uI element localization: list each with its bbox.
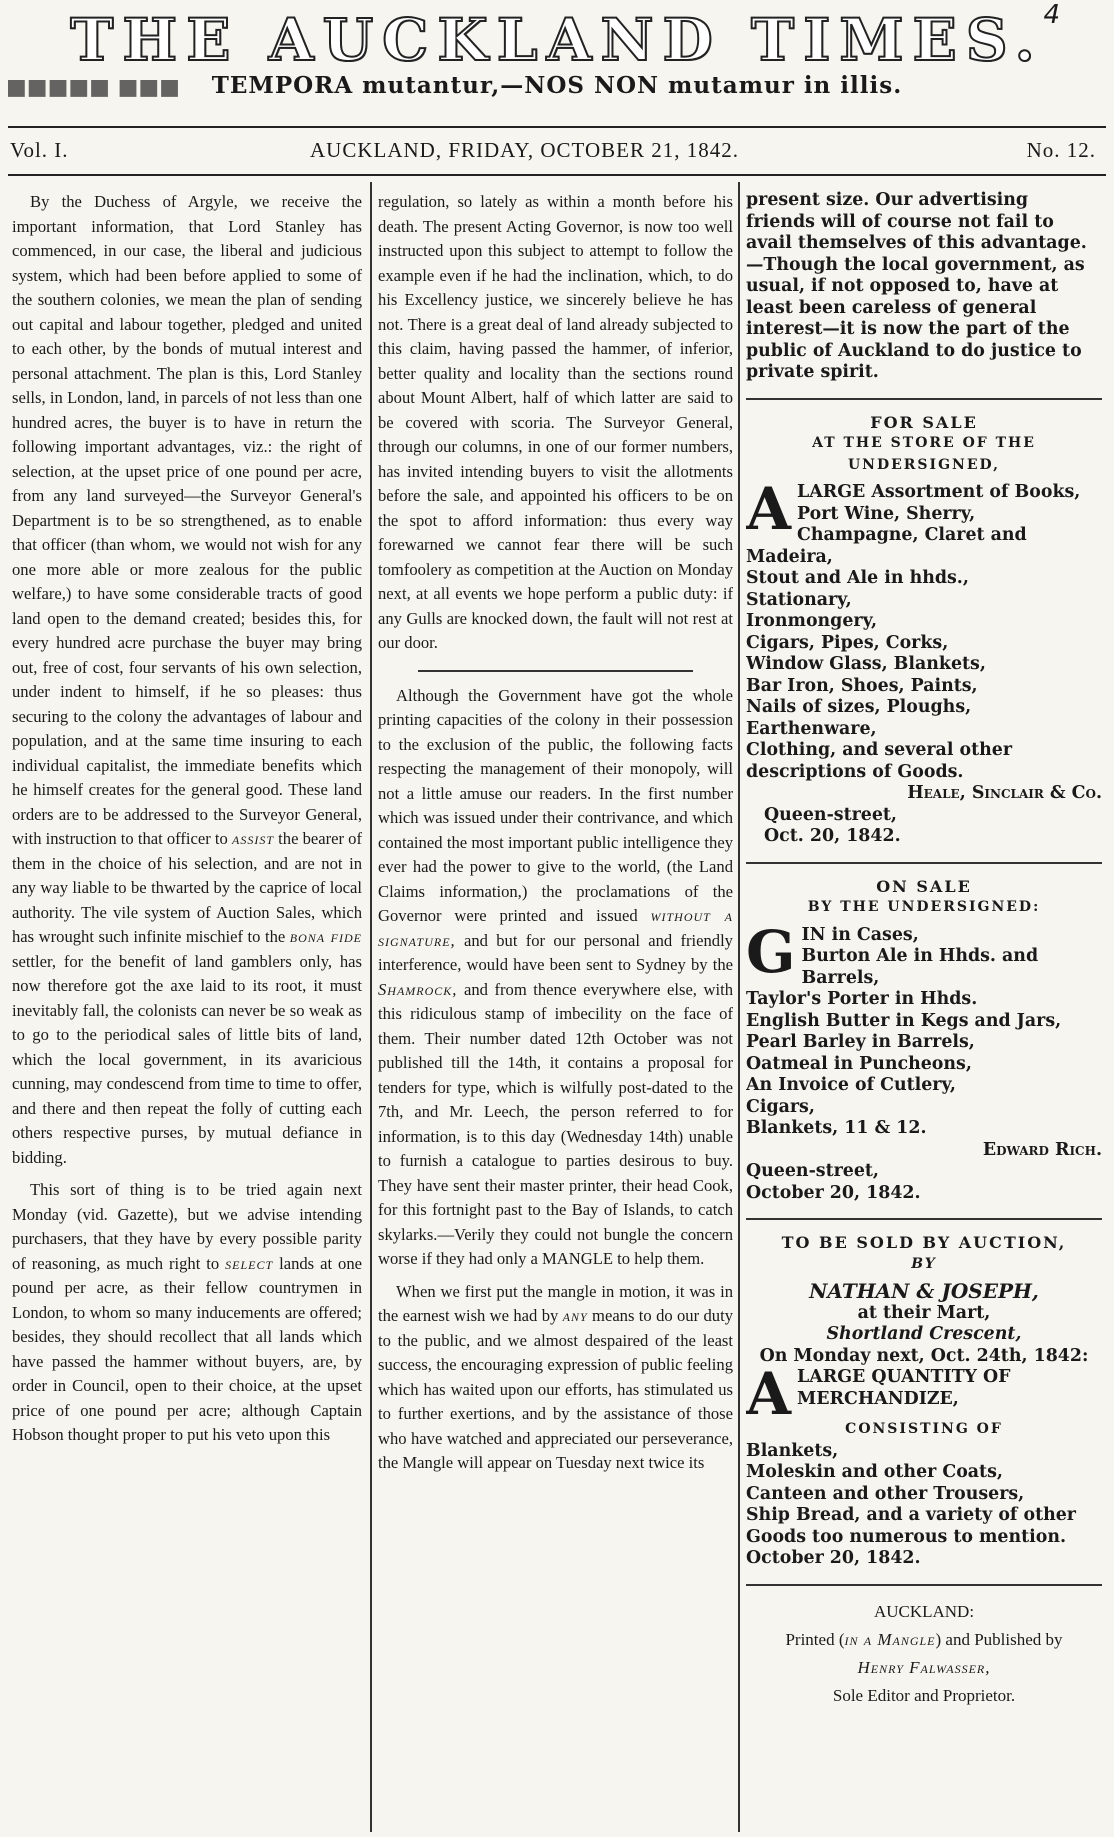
column-1 (12, 190, 362, 1835)
article-emphasis: assist (232, 829, 274, 848)
newspaper-title: THE AUCKLAND TIMES. (70, 6, 1044, 74)
ad-date: October 20, 1842. (746, 1182, 921, 1203)
article-land-orders (12, 190, 362, 1170)
ad-subheading: AT THE STORE OF THE UNDERSIGNED, (812, 435, 1036, 473)
imprint-emphasis: in a Mangle (844, 1629, 936, 1649)
ad-heading: FOR SALE (870, 412, 978, 432)
ad-firm: Heale, Sinclair & Co. (907, 783, 1102, 803)
ad-item: Pearl Barley in Barrels, (746, 1032, 975, 1052)
article-emphasis: select (225, 1253, 274, 1273)
ad-item: An Invoice of Cutlery, (746, 1075, 956, 1095)
article-government-printing (378, 684, 733, 1272)
ad-item: LARGE Assortment of Books, (797, 482, 1081, 502)
article-text: Although the Government have got the whole printing capacities of the colony in their possession to the exclusion of the public, the following facts respecting the management of their monopoly, will not a little amuse our readers. In the first number which was issued under their contrivance, and which contained the most important public intelligence they ever had the power to give to the world, (the Land Claims information,) the proclamations of the Governor were printed and issued (378, 685, 733, 925)
article-text: When we first put the mangle in motion, it was in the earnest wish we had by (378, 1281, 733, 1325)
article-text: and but for our personal and friendly interference, would have been sent to Sydney by the (378, 930, 733, 974)
imprint-text: Printed ( (785, 1629, 845, 1649)
ad-item: Port Wine, Sherry, Champagne, Claret and Madeira, (746, 503, 1027, 567)
ad-address: Queen-street, (746, 1161, 879, 1181)
article-emphasis: Shamrock, (378, 979, 458, 999)
imprint-printed (746, 1626, 1102, 1654)
ad-item: Cigars, (746, 1096, 815, 1117)
imprint (746, 1598, 1102, 1710)
page-number: 4 (1043, 0, 1060, 30)
ad-firm: Edward Rich. (982, 1139, 1102, 1160)
ad-item: Earthenware, (746, 718, 877, 739)
masthead-rule (8, 126, 1106, 128)
article-continued: present size. Our advertising friends will of course not fail to avail themselves of this advantage.—Though the local government, as usual, if not opposed to, have at least been careless of general interest—it is now the part of the public of Auckland to do justice to private spirit. (746, 190, 1087, 382)
ad-item: Window Glass, Blankets, (746, 654, 986, 674)
masthead-smudge: ■■■■■ ■■■ (6, 74, 180, 100)
auction-mart: at their Mart, (857, 1302, 991, 1323)
imprint-place: AUCKLAND: (873, 1601, 975, 1621)
column-2 (378, 190, 733, 1835)
ad-item: Ship Bread, and a variety of other Goods too numerous to mention. (746, 1505, 1076, 1547)
ad-subheading: BY THE UNDERSIGNED: (807, 899, 1041, 915)
place-date: AUCKLAND, FRIDAY, OCTOBER 21, 1842. (310, 138, 739, 162)
ad-item: Cigars, Pipes, Corks, (746, 632, 949, 653)
article-text: settler, for the benefit of land gamblers only, has now therefore got the axe laid to its root, it must inevitably fall, the colonists can never be so weak as to go to the periodical sales of little bits of land, which the local government, in its avaricious cunning, may condescend from time to time to offer, and there and then repeat the folly of cutting each others respective purses, by mutual defiance in bidding. (12, 951, 362, 1167)
imprint-role: Sole Editor and Proprietor. (832, 1685, 1016, 1705)
ad-heading: ON SALE (876, 876, 972, 896)
column-divider-1 (370, 182, 372, 1832)
article-text: the bearer of them in the choice of his selection, and are not in any way liable to be thwarted by the caprice of local authority. The vile system of Auction Sales, which has wrought such infinite mischief to the (12, 829, 362, 946)
ad-item: Blankets, 11 & 12. (746, 1118, 927, 1138)
ad-item: Burton Ale in Hhds. and Barrels, (801, 946, 1039, 988)
article-emphasis: without a signature, (378, 906, 733, 950)
imprint-name: Henry Falwasser, (857, 1657, 991, 1677)
auction-place: Shortland Crescent, (826, 1324, 1022, 1344)
imprint-text: ) and Published by (935, 1629, 1063, 1649)
ad-separator (746, 1218, 1102, 1220)
article-text: lands at one pound per acre, as their fellow countrymen in London, to whom so many inducements are offered; besides, they should recollect that all lands which have passed the hammer without buyers, are, by order in Council, open to their choice, at the upset price of one pound per acre; although Captain Hobson thought proper to put his veto upon this (12, 1253, 362, 1444)
article-emphasis: bona fide (289, 927, 362, 946)
column-3 (746, 190, 1102, 1835)
motto-line (0, 72, 1114, 99)
ad-date: Oct. 20, 1842. (764, 826, 901, 846)
ad-on-sale (746, 876, 1102, 1205)
drop-cap: A (746, 475, 792, 543)
ad-first-line (746, 1360, 1102, 1428)
issue-number: No. 12. (1026, 138, 1096, 162)
volume-label: Vol. I. (10, 138, 69, 162)
ad-item: IN in Cases, (801, 924, 919, 945)
motto: TEMPORA mutantur,—NOS NON mutamur in illis. (211, 72, 903, 99)
ad-separator (746, 862, 1102, 864)
ad-item: LARGE QUANTITY OF MERCHANDIZE, (797, 1367, 1011, 1409)
article-mangle (378, 1280, 733, 1476)
ad-item: Ironmongery, (746, 611, 878, 631)
article-text: and from thence everywhere else, with this ridiculous stamp of imbecility on the face of them. Their number dated 12th October was not published till the 14th, it contains a proposal for tenders for type, which is wilfully post-dated to the 7th, and Mr. Leech, the person referred to for information, is to this day (Wednesday 14th) unable to furnish a catalogue to parties desirous to buy. They have sent their master printer, their head Cook, for this fortnight past to the Bay of Islands, to catch skylarks.—Verily they could not bungle the concern worse if they had only a MANGLE to help them. (378, 979, 733, 1268)
ad-item: Stout and Ale in hhds., (746, 568, 969, 588)
article-text: By the Duchess of Argyle, we receive the important information, that Lord Stanley has commenced, in our case, the liberal and judicious system, which had been before applied to some of the southern colonies, we mean the plan of sending out capital and labour together, pledged and united to each other, by the bonds of mutual interest and personal attachment. The plan is this, Lord Stanley sells, in London, land, in parcels of not less than one hundred acres, the buyer is to have in return the following important advantages, viz.: the right of selection, at the upset price of one pound per acre, from any land surveyed—the Surveyor General's Department is to be so strengthened, as to enable that officer (than whom, we would not wish for any one more able or more zealous for the public welfare,) to have some considerable tracts of good land open to the demand created; besides this, for every hundred acre purchase the buyer may bring out, free of cost, four servants of his own selection, under indent to himself, if he so pleases: thus securing to the colony the advantages of labour and population, and at the same time insuring to each individual capitalist, the immediate benefits which he himself creates for the general good. These land orders are to be addressed to the Surveyor General, with instruction to that officer to (12, 192, 362, 848)
dateline (10, 138, 1104, 168)
column-divider-2 (738, 182, 740, 1832)
ad-item: Bar Iron, Shoes, Paints, (746, 675, 978, 696)
ad-item: Blankets, (746, 1440, 839, 1461)
ad-item: Moleskin and other Coats, (746, 1462, 1003, 1482)
ad-item: English Butter in Kegs and Jars, (746, 1010, 1062, 1031)
article-emphasis: any (562, 1306, 588, 1325)
ad-date: October 20, 1842. (746, 1548, 921, 1568)
article-regulation (378, 190, 733, 656)
article-text: means to do our duty to the public, and we almost despaired of the least success, the encouraging expression of public feeling which has waited upon our efforts, has stimulated us to further exertions, and by the assistance of those who have watched and appreciated our perseverance, the Mangle will appear on Tuesday next twice its (378, 1306, 733, 1472)
article-auction-sales (12, 1178, 362, 1448)
ad-heading: TO BE SOLD BY AUCTION, (781, 1233, 1067, 1252)
drop-cap: G (746, 917, 796, 986)
auctioneer-name: NATHAN & JOSEPH, (809, 1279, 1039, 1303)
ad-separator (746, 398, 1102, 400)
ad-for-sale (746, 412, 1102, 848)
article-separator (418, 670, 693, 672)
ad-item: Canteen and other Trousers, (746, 1483, 1025, 1504)
ad-item: Nails of sizes, Ploughs, (746, 697, 972, 717)
auction-date: On Monday next, Oct. 24th, 1842: (759, 1345, 1089, 1366)
ad-address: Queen-street, (764, 804, 897, 825)
ad-item: Clothing, and several other descriptions of Goods. (746, 740, 1012, 782)
dateline-rule (8, 174, 1106, 176)
ad-consisting: CONSISTING OF (845, 1421, 1003, 1437)
article-text: This sort of thing is to be tried again next Monday (vid. Gazette), but we advise intending purchasers, that they have by every possible parity of reasoning, as much right to (12, 1180, 362, 1273)
ad-separator (746, 1584, 1102, 1586)
ad-item: Oatmeal in Puncheons, (746, 1053, 972, 1074)
drop-cap: A (746, 1360, 792, 1428)
ad-item: Stationary, (746, 589, 852, 610)
ad-auction (746, 1232, 1102, 1570)
ad-item: Taylor's Porter in Hhds. (746, 989, 978, 1009)
ad-by: BY (911, 1255, 937, 1272)
article-text: regulation, so lately as within a month before his death. The present Acting Governor, is now too well instructed upon this subject to attempt to follow the example even if he had the inclination, which, to do his Excellency justice, we sincerely believe he has not. There is a great deal of land already subjected to this claim, having passed the hammer, of inferior, better quality and locality than the sections round about Mount Albert, half of which latter are said to be covered with scoria. The Surveyor General, through our columns, in one of our former numbers, has invited intending buyers to visit the allotments before the sale, and appointed his officers to be on the spot to afford information: thus every way forewarned we cannot fear there will be such tomfoolery as competition at the Auction on Monday next, at all events we hope perform a public duty: if any Gulls are knocked down, the fault will not rest at our door. (378, 192, 733, 652)
